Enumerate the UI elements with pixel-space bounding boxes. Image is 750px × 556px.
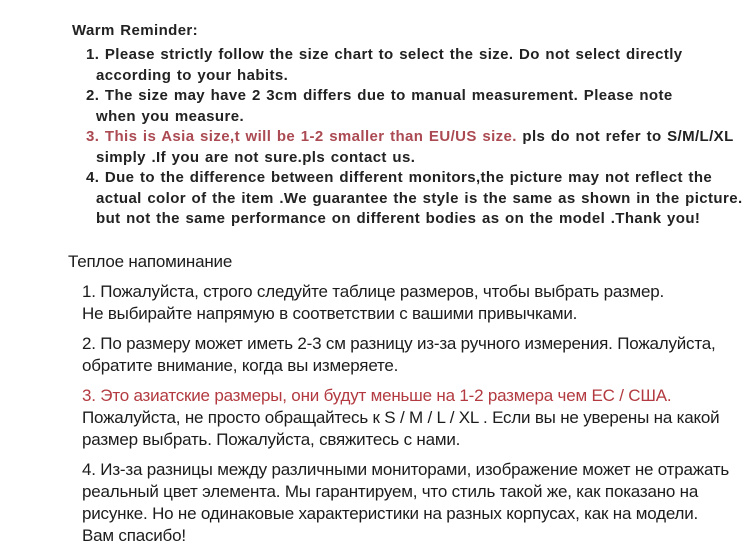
text-segment: реальный цвет элемента. Мы гарантируем, что стиль такой же, как показано на	[82, 481, 699, 501]
text-segment: according to your habits.	[96, 66, 289, 84]
reminder-item	[86, 168, 743, 230]
reminder-line	[82, 481, 730, 503]
text-segment: размер выбрать. Пожалуйста, свяжитесь с нами.	[82, 429, 461, 449]
reminder-line	[82, 459, 730, 481]
reminder-item	[82, 281, 730, 325]
reminder-item	[82, 459, 730, 547]
reminder-item	[82, 333, 730, 377]
text-segment: Не выбирайте напрямую в соответствии с вашими привычками.	[82, 303, 578, 323]
text-segment: 1. Пожалуйста, строго следуйте таблице размеров, чтобы выбрать размер.	[82, 281, 665, 301]
text-segment: обратите внимание, когда вы измеряете.	[82, 355, 399, 375]
english-section-title: Warm Reminder:	[72, 22, 199, 39]
reminder-item	[82, 385, 730, 451]
text-segment: simply .If you are not sure.pls contact us.	[96, 148, 416, 166]
reminder-line	[86, 209, 720, 230]
reminder-item	[86, 45, 720, 86]
reminder-line	[86, 127, 734, 148]
highlighted-warning-text: 3. This is Asia size,t will be 1-2 smaller than EU/US size.	[86, 128, 517, 145]
english-reminder-list	[86, 45, 743, 230]
reminder-line	[82, 407, 730, 429]
reminder-line	[86, 86, 720, 107]
text-segment: 2. По размеру может иметь 2-3 см разницу из-за ручного измерения. Пожалуйста,	[82, 333, 716, 353]
text-segment: but not the same performance on different bodies as on the model .Thank you!	[96, 210, 701, 227]
text-segment: 1. Please strictly follow the size chart to select the size. Do not select directly	[86, 46, 683, 63]
reminder-line	[86, 168, 720, 189]
reminder-item	[86, 86, 720, 127]
reminder-line	[86, 66, 720, 87]
reminder-line	[82, 429, 730, 451]
english-reminder-section	[0, 0, 750, 230]
text-segment: 4. Due to the difference between different monitors,the picture may not reflect the	[86, 169, 713, 186]
reminder-line	[82, 525, 730, 547]
text-segment: Вам спасибо!	[82, 525, 186, 545]
text-segment: 4. Из-за разницы между различными мониторами, изображение может не отражать	[82, 459, 730, 479]
reminder-line	[82, 303, 730, 325]
reminder-line	[82, 355, 730, 377]
text-segment: Пожалуйста, не просто обращайтесь к S / M / L / XL . Если вы не уверены на какой	[82, 407, 720, 427]
reminder-line	[82, 503, 730, 525]
reminder-line	[82, 281, 730, 303]
reminder-line	[82, 333, 730, 355]
reminder-line	[82, 385, 730, 407]
text-segment: рисунке. Но не одинаковые характеристики на разных корпусах, как на модели.	[82, 503, 699, 523]
reminder-line	[86, 189, 743, 210]
russian-reminder-section	[0, 251, 750, 547]
reminder-line	[86, 45, 720, 66]
text-segment: actual color of the item .We guarantee the style is the same as shown in the picture.	[96, 189, 743, 207]
russian-section-title: Теплое напоминание	[68, 251, 233, 271]
highlighted-warning-text: 3. Это азиатские размеры, они будут меньше на 1-2 размера чем ЕС / США.	[82, 385, 672, 405]
reminder-line	[86, 148, 720, 169]
text-segment: 2. The size may have 2 3cm differs due to manual measurement. Please note	[86, 87, 673, 104]
reminder-line	[86, 107, 720, 128]
reminder-item	[86, 127, 734, 168]
text-segment: pls do not refer to S/M/L/XL	[516, 128, 734, 145]
text-segment: when you measure.	[96, 107, 245, 125]
russian-reminder-list	[82, 281, 730, 547]
